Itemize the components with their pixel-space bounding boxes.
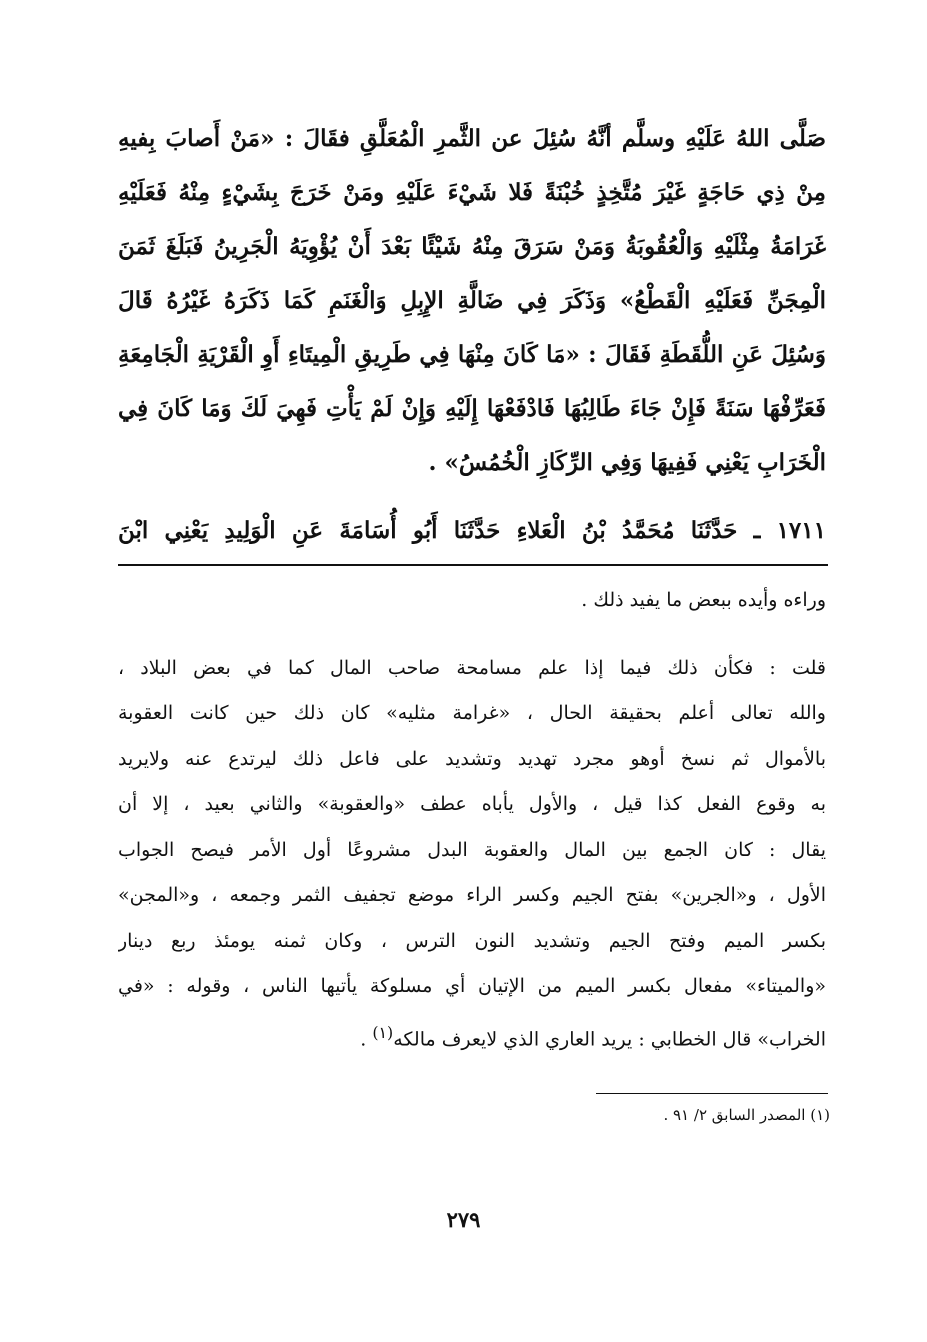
- hadith-line: الْخَرَابِ يَعْنِي فَفِيهَا وَفِي الرِّكَازِ الْخُمُسُ» .: [428, 449, 826, 476]
- commentary-line: وراءه وأيده ببعض ما يفيد ذلك .: [581, 589, 826, 611]
- footnote: (١) المصدر السابق ٢/ ٩١ .: [663, 1106, 830, 1124]
- commentary-line: قلت : فكأن ذلك فيما إذا علم مسامحة صاحب المال كما في بعض البلاد ،: [118, 656, 826, 679]
- commentary-line: بكسر الميم وفتح الجيم وتشديد النون الترس ، وكان ثمنه يومئذ ربع دينار: [118, 929, 826, 952]
- hadith-line: فَعَرِّفْهَا سَنَةً فَإِنْ جَاءَ طَالِبُهَا فَادْفَعْهَا إِلَيْهِ وَإِنْ لَمْ يَأْتِ فَهِيَ لَكَ وَمَا كَانَ فِي: [118, 395, 826, 422]
- next-hadith-line: ١٧١١ ـ حَدَّثَنَا مُحَمَّدُ بْنُ الْعَلاءِ حَدَّثَنَا أَبُو أُسَامَةَ عَنِ الْوَلِيدِ يَعْنِي ابْنَ: [118, 517, 826, 544]
- hadith-line: مِنْ ذِي حَاجَةٍ غَيْرَ مُتَّخِذٍ خُبْنَةً فَلا شَيْءَ عَلَيْهِ ومَنْ خَرَجَ بِشَيْءٍ مِنْهُ فَعَلَيْهِ: [118, 179, 826, 206]
- footnote-divider: [596, 1093, 828, 1094]
- commentary-text: [118, 578, 826, 1055]
- page-number: ٢٧٩: [446, 1207, 481, 1232]
- commentary-line: الأول ، و«الجرين» بفتح الجيم وكسر الراء موضع تجفيف الثمر وجمعه ، و«المجن»: [118, 884, 826, 906]
- commentary-line-text: الخراب» قال الخطابي : يريد العاري الذي لايعرف مالكه: [393, 1027, 826, 1050]
- commentary-line: بالأموال ثم نسخ أوهو مجرد تهديد وتشديد على فاعل ذلك ليرتدع عنه ولايريد: [118, 747, 826, 770]
- hadith-text: [118, 112, 826, 558]
- commentary-line: والله تعالى أعلم بحقيقة الحال ، «غرامة مثليه» كان ذلك حين كانت العقوبة: [118, 702, 826, 724]
- commentary-line: الخراب» قال الخطابي : يريد العاري الذي لايعرف مالكه$^{(١)}$ .: [360, 1022, 826, 1050]
- section-divider: [118, 564, 828, 566]
- footnote-marker: (١): [372, 1022, 394, 1042]
- hadith-line: غَرَامَةُ مِثْلَيْهِ وَالْعُقُوبَةُ وَمَنْ سَرَقَ مِنْهُ شَيْئًا بَعْدَ أَنْ يُؤْوِيَهُ الْجَرِينُ فَبَلَغَ ثَمَنَ: [118, 233, 826, 260]
- commentary-line: به وقوع الفعل كذا قيل ، والأول يأباه عطف «والعقوبة» والثاني بعيد ، إلا أن: [118, 793, 826, 815]
- hadith-line: وَسُئِلَ عَنِ اللُّقَطَةِ فَقَالَ : «مَا كَانَ مِنْهَا فِي طَرِيقِ الْمِيتَاءِ أَوِ الْقَرْيَةِ الْجَامِعَةِ: [118, 341, 826, 368]
- commentary-line: «والميتاء» مفعال بكسر الميم من الإتيان أي مسلوكة يأتيها الناس ، وقوله : «في: [118, 975, 826, 997]
- hadith-line: صَلَّى اللهُ عَلَيْهِ وسلَّم أنَّهُ سُئِلَ عن الثَّمرِ الْمُعَلَّقِ فقَالَ : «مَنْ أَصابَ بِفيهِ: [118, 125, 826, 152]
- hadith-line: الْمِجَنِّ فَعَلَيْهِ الْقَطْعُ» وَذَكَرَ فِي ضَالَّةِ الإِبِلِ وَالْغَنَمِ كَمَا ذَكَرَهُ غَيْرُهُ قَالَ: [118, 287, 826, 314]
- commentary-line: يقال : كان الجمع بين المال والعقوبة البدل مشروعًا أول الأمر فيصح الجواب: [118, 838, 826, 861]
